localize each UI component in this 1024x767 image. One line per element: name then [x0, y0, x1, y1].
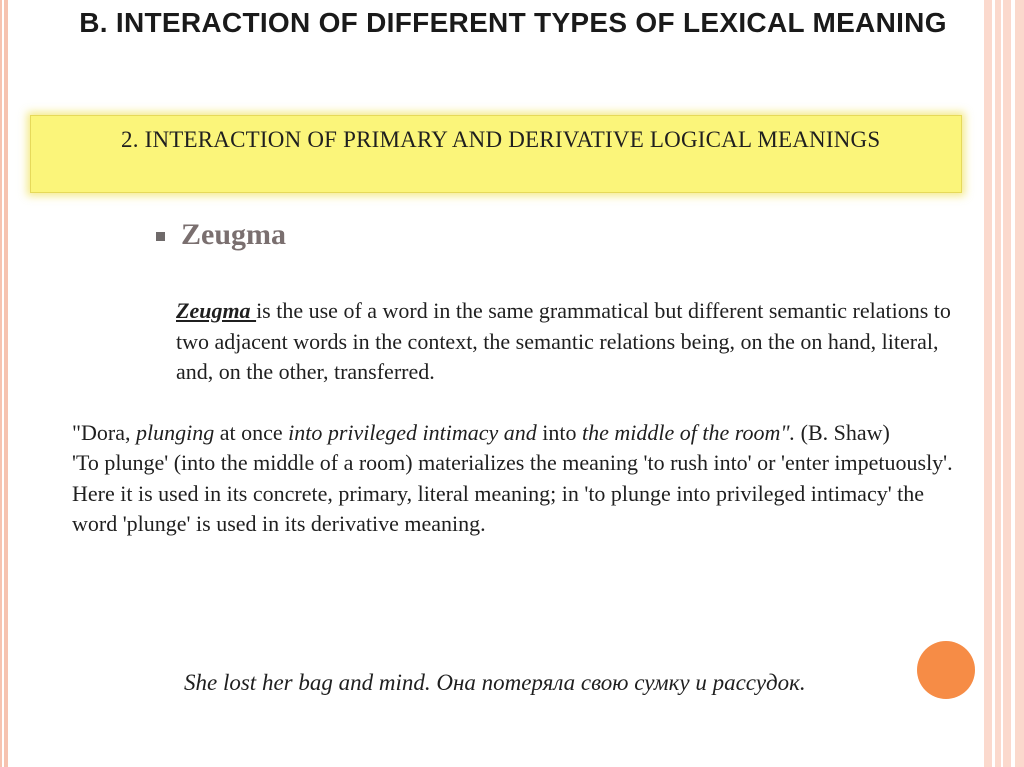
quote-source: (B. Shaw) [795, 419, 890, 445]
quote-text-3: into [536, 419, 583, 445]
definition-term: Zeugma [176, 298, 257, 323]
subtitle-text: 2. INTERACTION OF PRIMARY AND DERIVATIVE LOGICAL MEANINGS [121, 127, 881, 152]
right-decorative-border [984, 0, 1024, 767]
explanation-paragraph: 'To plunge' (into the middle of a room) materializes the meaning 'to rush into' or 'enter impetuously'. Here it is used in its concrete, primary, literal meaning; in 'to plunge into privileged intimacy' the word 'plunge' is used in its derivative meaning. [72, 450, 953, 536]
quote-paragraph [72, 418, 962, 449]
quote-italic-2: into privileged intimacy and [288, 419, 537, 445]
square-bullet-icon [156, 232, 165, 241]
body-text [72, 296, 962, 540]
example-paragraph [152, 667, 974, 698]
quote-open: "Dora, [72, 419, 136, 445]
slide-title: B. INTERACTION OF DIFFERENT TYPES OF LEXICAL MEANING [79, 7, 947, 38]
quote-italic-1: plunging [135, 419, 215, 445]
definition-text: is the use of a word in the same grammatical but different semantic relations to two adjacent words in the context, the semantic relations being, on the on hand, literal, and, on the other, transferred. [176, 298, 951, 384]
definition-paragraph [72, 296, 962, 388]
bullet-item [156, 218, 286, 252]
quote-italic-3: the middle of the room". [582, 419, 796, 445]
left-decorative-border [0, 0, 8, 767]
quote-text-2: at once [214, 419, 289, 445]
example-text: She lost her bag and mind. Она потеряла свою сумку и рассудок. [184, 670, 806, 695]
bullet-label: Zeugma [181, 218, 286, 251]
subtitle-highlight-box [30, 115, 962, 193]
